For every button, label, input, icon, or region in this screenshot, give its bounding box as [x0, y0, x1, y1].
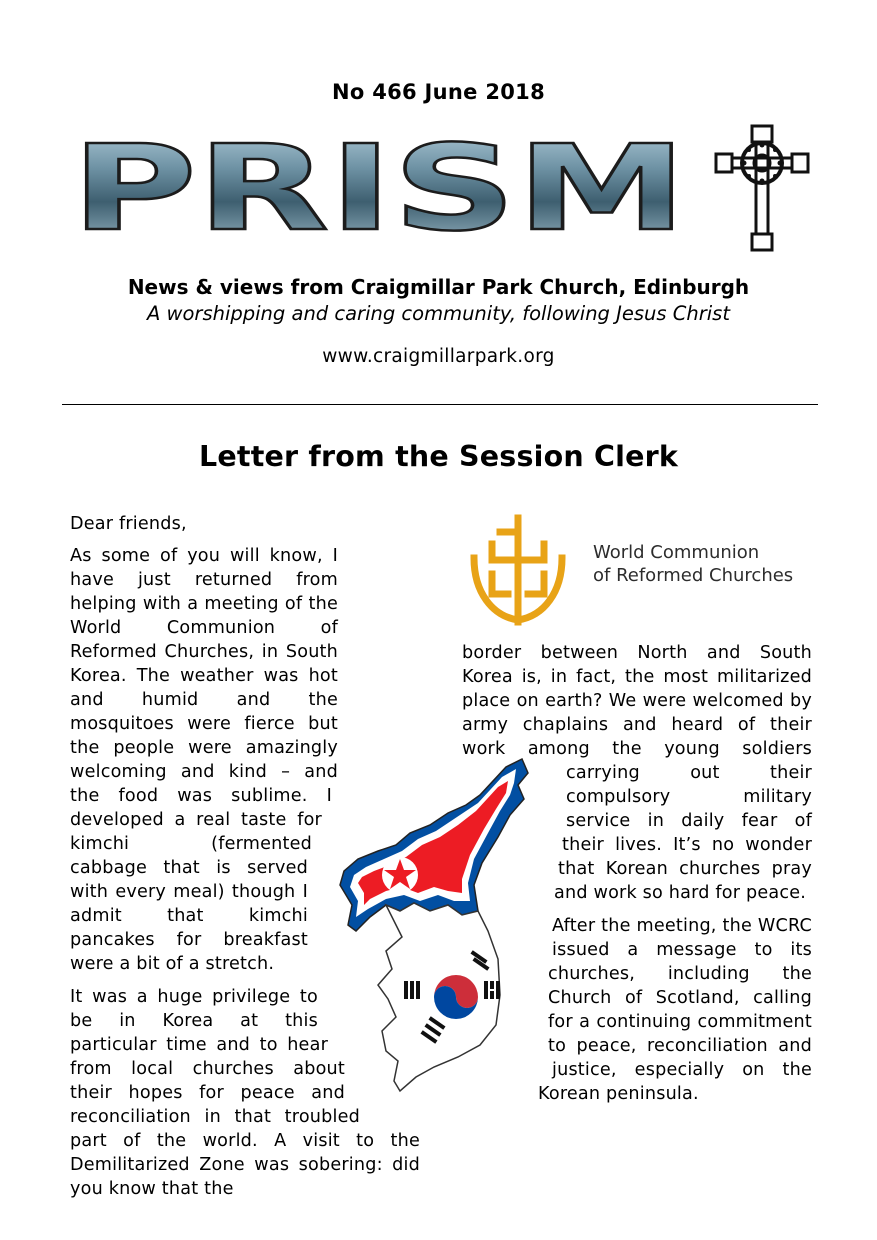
paragraph: border between North and South Korea is, in fact, the most militarized place on earth? We were welcomed by army chaplains and heard of their work among the young soldiers carrying out their compulsory military service in daily fear of their lives. It’s no wonder that Korean churches pray and work so hard for peace. [462, 643, 812, 903]
issue-number: No 466 June 2018 [332, 80, 545, 104]
paragraph: As some of you will know, I have just returned from helping with a meeting of the World Communion of Reformed Churches, in South Korea. The weather was hot and humid and the mosquitoes were fierce but the people were amazingly welcoming and kind – and the food was sublime. I developed a real taste for kimchi (fermented cabbage that is served with every meal) though I admit that kimchi pancakes for breakfast were a bit of a stretch. [70, 546, 338, 974]
wcrc-logo-text [593, 541, 793, 587]
paragraph: It was a huge privilege to be in Korea at this particular time and to hear from local churches about their hopes for peace and reconciliation in that troubled part of the world. A visit to the Demilitarized Zone was sobering: did you know that the [70, 987, 420, 1199]
masthead-title: PRISM [71, 138, 687, 236]
divider [62, 404, 818, 405]
tagline: News & views from Craigmillar Park Church, Edinburgh [127, 275, 750, 299]
motto: A worshipping and caring community, following Jesus Christ [147, 302, 730, 325]
logo-line-1: World Communion [593, 542, 760, 563]
korea-map-image [330, 755, 555, 1100]
website-link[interactable]: www.craigmillarpark.org [322, 346, 555, 367]
salutation: Dear friends, [70, 514, 187, 534]
paragraph: After the meeting, the WCRC issued a message to its churches, including the Church of Scotland, calling for a continuing commitment to peace, reconciliation and justice, especially on the Korean peninsula. [538, 916, 812, 1104]
logo-line-2: of Reformed Churches [593, 565, 794, 586]
celtic-cross-icon [714, 124, 810, 252]
article-title: Letter from the Session Clerk [198, 440, 679, 473]
prism-masthead-logo [66, 138, 692, 236]
